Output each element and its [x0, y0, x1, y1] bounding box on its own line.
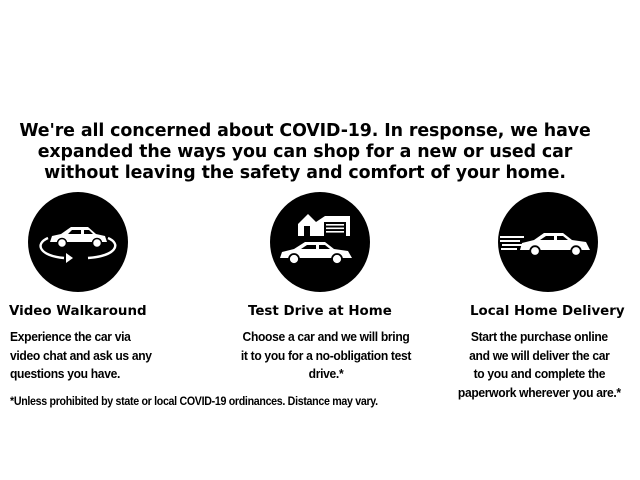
feature-title-video-walkaround: Video Walkaround — [9, 304, 147, 319]
feature-description-test-drive: Choose a car and we will bring it to you for a no-obligation test drive.* — [240, 329, 412, 381]
feature-title-home-delivery: Local Home Delivery — [470, 304, 625, 319]
headline: We're all concerned about COVID-19. In response, we have expanded the ways you can shop for a new or used car without leaving the safety and comfort of your home. — [19, 121, 591, 183]
car-360-rotate-icon — [28, 192, 128, 292]
feature-description-video-walkaround: Experience the car via video chat and ask us any questions you have. — [10, 329, 152, 381]
fast-moving-car-icon — [498, 192, 598, 292]
house-garage-car-icon — [270, 192, 370, 292]
footnote: *Unless prohibited by state or local COVID-19 ordinances. Distance may vary. — [10, 395, 378, 408]
feature-title-test-drive: Test Drive at Home — [248, 304, 392, 319]
feature-description-home-delivery: Start the purchase online and we will deliver the car to you and complete the paperwork wherever you are.* — [457, 329, 621, 400]
